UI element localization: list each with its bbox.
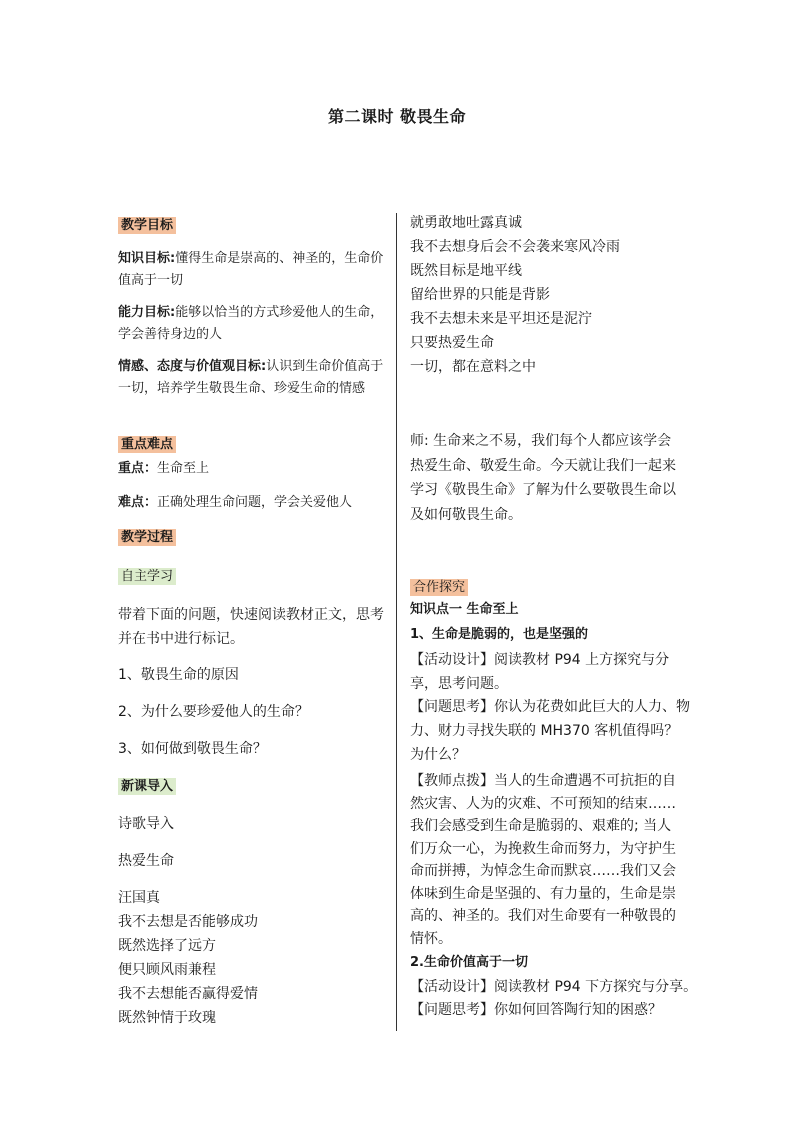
poem-line: 我不去想是否能够成功 — [118, 914, 258, 930]
section-key-points — [118, 434, 176, 456]
teaching-goals-heading: 教学目标 — [118, 217, 176, 234]
teacher-intro: 师: 生命来之不易，我们每个人都应该学会热爱生命、敬爱生命。今天就让我们一起来学习《敬畏生命》了解为什么要敬畏生命以及如何敬畏生命。 — [410, 433, 676, 523]
knowledge-goal-text: 懂得生命是崇高的、神圣的，生命价值高于一切 — [118, 251, 384, 288]
poem-line: 我不去想能否赢得爱情 — [118, 986, 258, 1002]
cooperation-heading: 合作探究 — [410, 579, 468, 596]
poem-line: 既然选择了远方 — [118, 938, 216, 954]
key-point-label: 重点： — [118, 461, 158, 476]
emotion-goal-text: 认识到生命价值高于一切，培养学生敬畏生命、珍爱生命的情感 — [118, 359, 384, 396]
ability-goal-text: 能够以恰当的方式珍爱他人的生命，学会善待身边的人 — [118, 305, 384, 342]
poem-line: 既然钟情于玫瑰 — [118, 1010, 216, 1026]
section-cooperation — [410, 577, 468, 599]
poem-line: 既然目标是地平线 — [410, 263, 522, 279]
section-new-lesson — [118, 776, 176, 798]
difficult-point-label: 难点： — [118, 495, 158, 510]
poem-title: 热爱生命 — [118, 853, 174, 869]
emotion-goal-label: 情感、态度与价值观目标: — [118, 359, 267, 374]
subpoint-2: 2.生命价值高于一切 — [410, 955, 528, 970]
difficult-point — [118, 492, 352, 514]
key-points-heading: 重点难点 — [118, 436, 176, 453]
new-lesson-heading: 新课导入 — [118, 778, 176, 795]
knowledge-point-1: 知识点一 生命至上 — [410, 602, 519, 617]
poem-line: 便只顾风雨兼程 — [118, 962, 216, 978]
column-divider — [396, 213, 397, 1031]
activity-design-1: 【活动设计】阅读教材 P94 上方探究与分享，思考问题。 — [410, 652, 670, 692]
ability-goal — [118, 302, 386, 346]
poem-line: 我不去想未来是平坦还是泥泞 — [410, 311, 592, 327]
self-study-instruction: 带着下面的问题，快速阅读教材正文，思考并在书中进行标记。 — [118, 607, 384, 647]
poem-line: 就勇敢地吐露真诚 — [410, 215, 522, 231]
difficult-point-text: 正确处理生命问题，学会关爱他人 — [157, 495, 353, 510]
emotion-goal — [118, 356, 386, 400]
poem-intro: 诗歌导入 — [118, 816, 174, 832]
section-self-study — [118, 566, 176, 588]
document-title: 第二课时 敬畏生命 — [327, 107, 467, 126]
teacher-tip: 【教师点拨】当人的生命遭遇不可抗拒的自然灾害、人为的灾难、不可预知的结束……我们会感受到生命是脆弱的、艰难的; 当人们万众一心，为挽救生命而努力，为守护生命而拼搏，为悼念生命而默哀……我们又会体味到生命是坚强的、有力量的，生命是崇高的、神圣的。我们对生命要有一种敬畏的情怀。 — [410, 773, 676, 947]
section-process — [118, 527, 176, 549]
activity-design-2: 【活动设计】阅读教材 P94 下方探究与分享。 — [410, 979, 698, 995]
process-heading: 教学过程 — [118, 529, 176, 546]
question-think-2: 【问题思考】你如何回答陶行知的困惑？ — [410, 1002, 662, 1018]
question-3: 3、如何做到敬畏生命？ — [118, 741, 267, 757]
section-teaching-goals — [118, 215, 176, 237]
poem-line: 留给世界的只能是背影 — [410, 287, 550, 303]
knowledge-goal-label: 知识目标: — [118, 251, 176, 266]
poem-line: 只要热爱生命 — [410, 335, 494, 351]
poem-line: 我不去想身后会不会袭来寒风冷雨 — [410, 239, 620, 255]
poem-author: 汪国真 — [118, 890, 160, 906]
knowledge-goal — [118, 248, 386, 292]
poem-line: 一切，都在意料之中 — [410, 359, 536, 375]
question-2: 2、为什么要珍爱他人的生命？ — [118, 704, 309, 720]
key-point-text: 生命至上 — [157, 461, 210, 476]
self-study-heading: 自主学习 — [118, 568, 176, 585]
ability-goal-label: 能力目标: — [118, 305, 176, 320]
key-point — [118, 458, 209, 480]
subpoint-1: 1、生命是脆弱的，也是坚强的 — [410, 627, 589, 642]
question-1: 1、敬畏生命的原因 — [118, 667, 239, 683]
question-think-1: 【问题思考】你认为花费如此巨大的人力、物力、财力寻找失联的 MH370 客机值得吗？为什么？ — [410, 699, 690, 763]
